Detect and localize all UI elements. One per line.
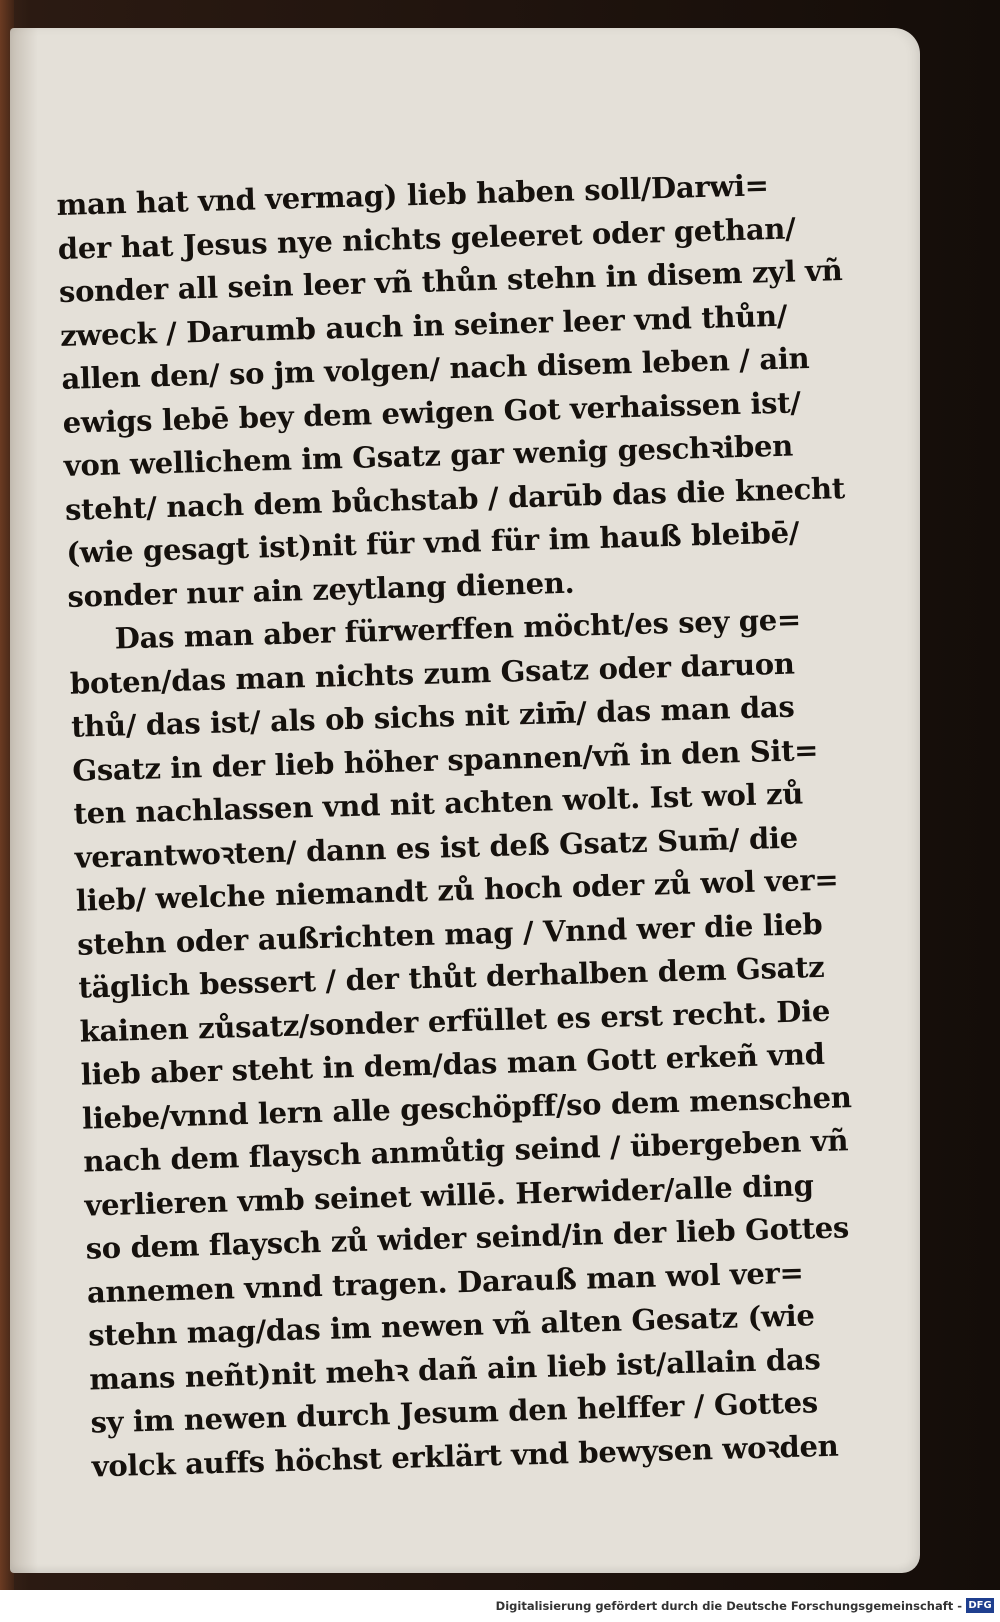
- text-line: so dem flaysch zů wider seind/in der lieb Gottes: [85, 1210, 850, 1266]
- text-line: sonder nur ain zeytlang dienen.: [67, 565, 575, 614]
- text-line: (wie gesagt ist)nit für vnd für im hauß bleibē/: [65, 515, 800, 570]
- text-line: lieb aber steht in dem/das man Gott erkeñ vnd: [80, 1036, 826, 1092]
- book-page: [10, 28, 920, 1573]
- text-line: verantwoꝛten/ dann es ist deß Gsatz Sum̄/ die: [74, 820, 799, 875]
- text-line: annemen vnnd tragen. Darauß man wol ver=: [86, 1255, 804, 1310]
- text-line: von wellichem im Gsatz gar wenig geschꝛiben: [63, 428, 794, 483]
- text-line: mans neñt)nit mehꝛ dañ ain lieb ist/allain das: [88, 1341, 821, 1397]
- dfg-logo: DFG: [966, 1598, 994, 1613]
- text-line: sonder all sein leer vñ thůn stehn in disem zyl vñ: [58, 253, 843, 309]
- text-line: stehn mag/das im newen vñ alten Gesatz (wie: [87, 1298, 815, 1353]
- text-line: verlieren vmb seinet willē. Herwider/alle ding: [84, 1167, 815, 1223]
- text-line-paragraph-start: Das man aber fürwerffen möcht/es sey ge=: [114, 602, 802, 656]
- text-line: kainen zůsatz/sonder erfüllet es erst recht. Die: [79, 993, 831, 1049]
- text-line: liebe/vnnd lern alle geschöpff/so dem menschen: [81, 1079, 853, 1136]
- text-line: thů/ das ist/ als ob sichs nit zim̄/ das man das: [70, 689, 795, 744]
- text-line: ewigs lebē bey dem ewigen Got verhaissen ist/: [62, 384, 801, 440]
- text-line: täglich bessert / der thůt derhalben dem Gsatz: [77, 949, 825, 1005]
- text-line: steht/ nach dem bůchstab / darūb das die knecht: [64, 470, 846, 527]
- text-line: der hat Jesus nye nichts geleeret oder gethan/: [57, 210, 796, 266]
- funding-credit: Digitalisierung gefördert durch die Deutsche Forschungsgemeinschaft -: [495, 1599, 962, 1613]
- text-line: stehn oder außrichten mag / Vnnd wer die lieb: [76, 906, 823, 962]
- text-line: lieb/ welche niemandt zů hoch oder zů wol ver=: [75, 862, 839, 918]
- text-line: allen den/ so jm volgen/ nach disem leben / ain: [60, 341, 810, 396]
- text-line: nach dem flaysch anmůtig seind / übergeben vñ: [82, 1123, 849, 1179]
- text-line: zweck / Darumb auch in seiner leer vnd thůn/: [59, 298, 788, 353]
- text-line: boten/das man nichts zum Gsatz oder daruon: [69, 646, 795, 701]
- text-line: ten nachlassen vnd nit achten wolt. Ist wol zů: [73, 776, 804, 831]
- text-line: volck auffs höchst erklärt vnd bewysen woꝛden: [91, 1428, 839, 1483]
- text-line: Gsatz in der lieb höher spannen/vñ in den Sit=: [71, 732, 819, 788]
- digitization-footer: [0, 1590, 1000, 1622]
- text-line: man hat vnd vermag) lieb haben soll/Darwi=: [56, 168, 770, 222]
- text-line: sy im newen durch Jesum den helffer / Gottes: [90, 1385, 819, 1440]
- page-text-block: [56, 164, 853, 1489]
